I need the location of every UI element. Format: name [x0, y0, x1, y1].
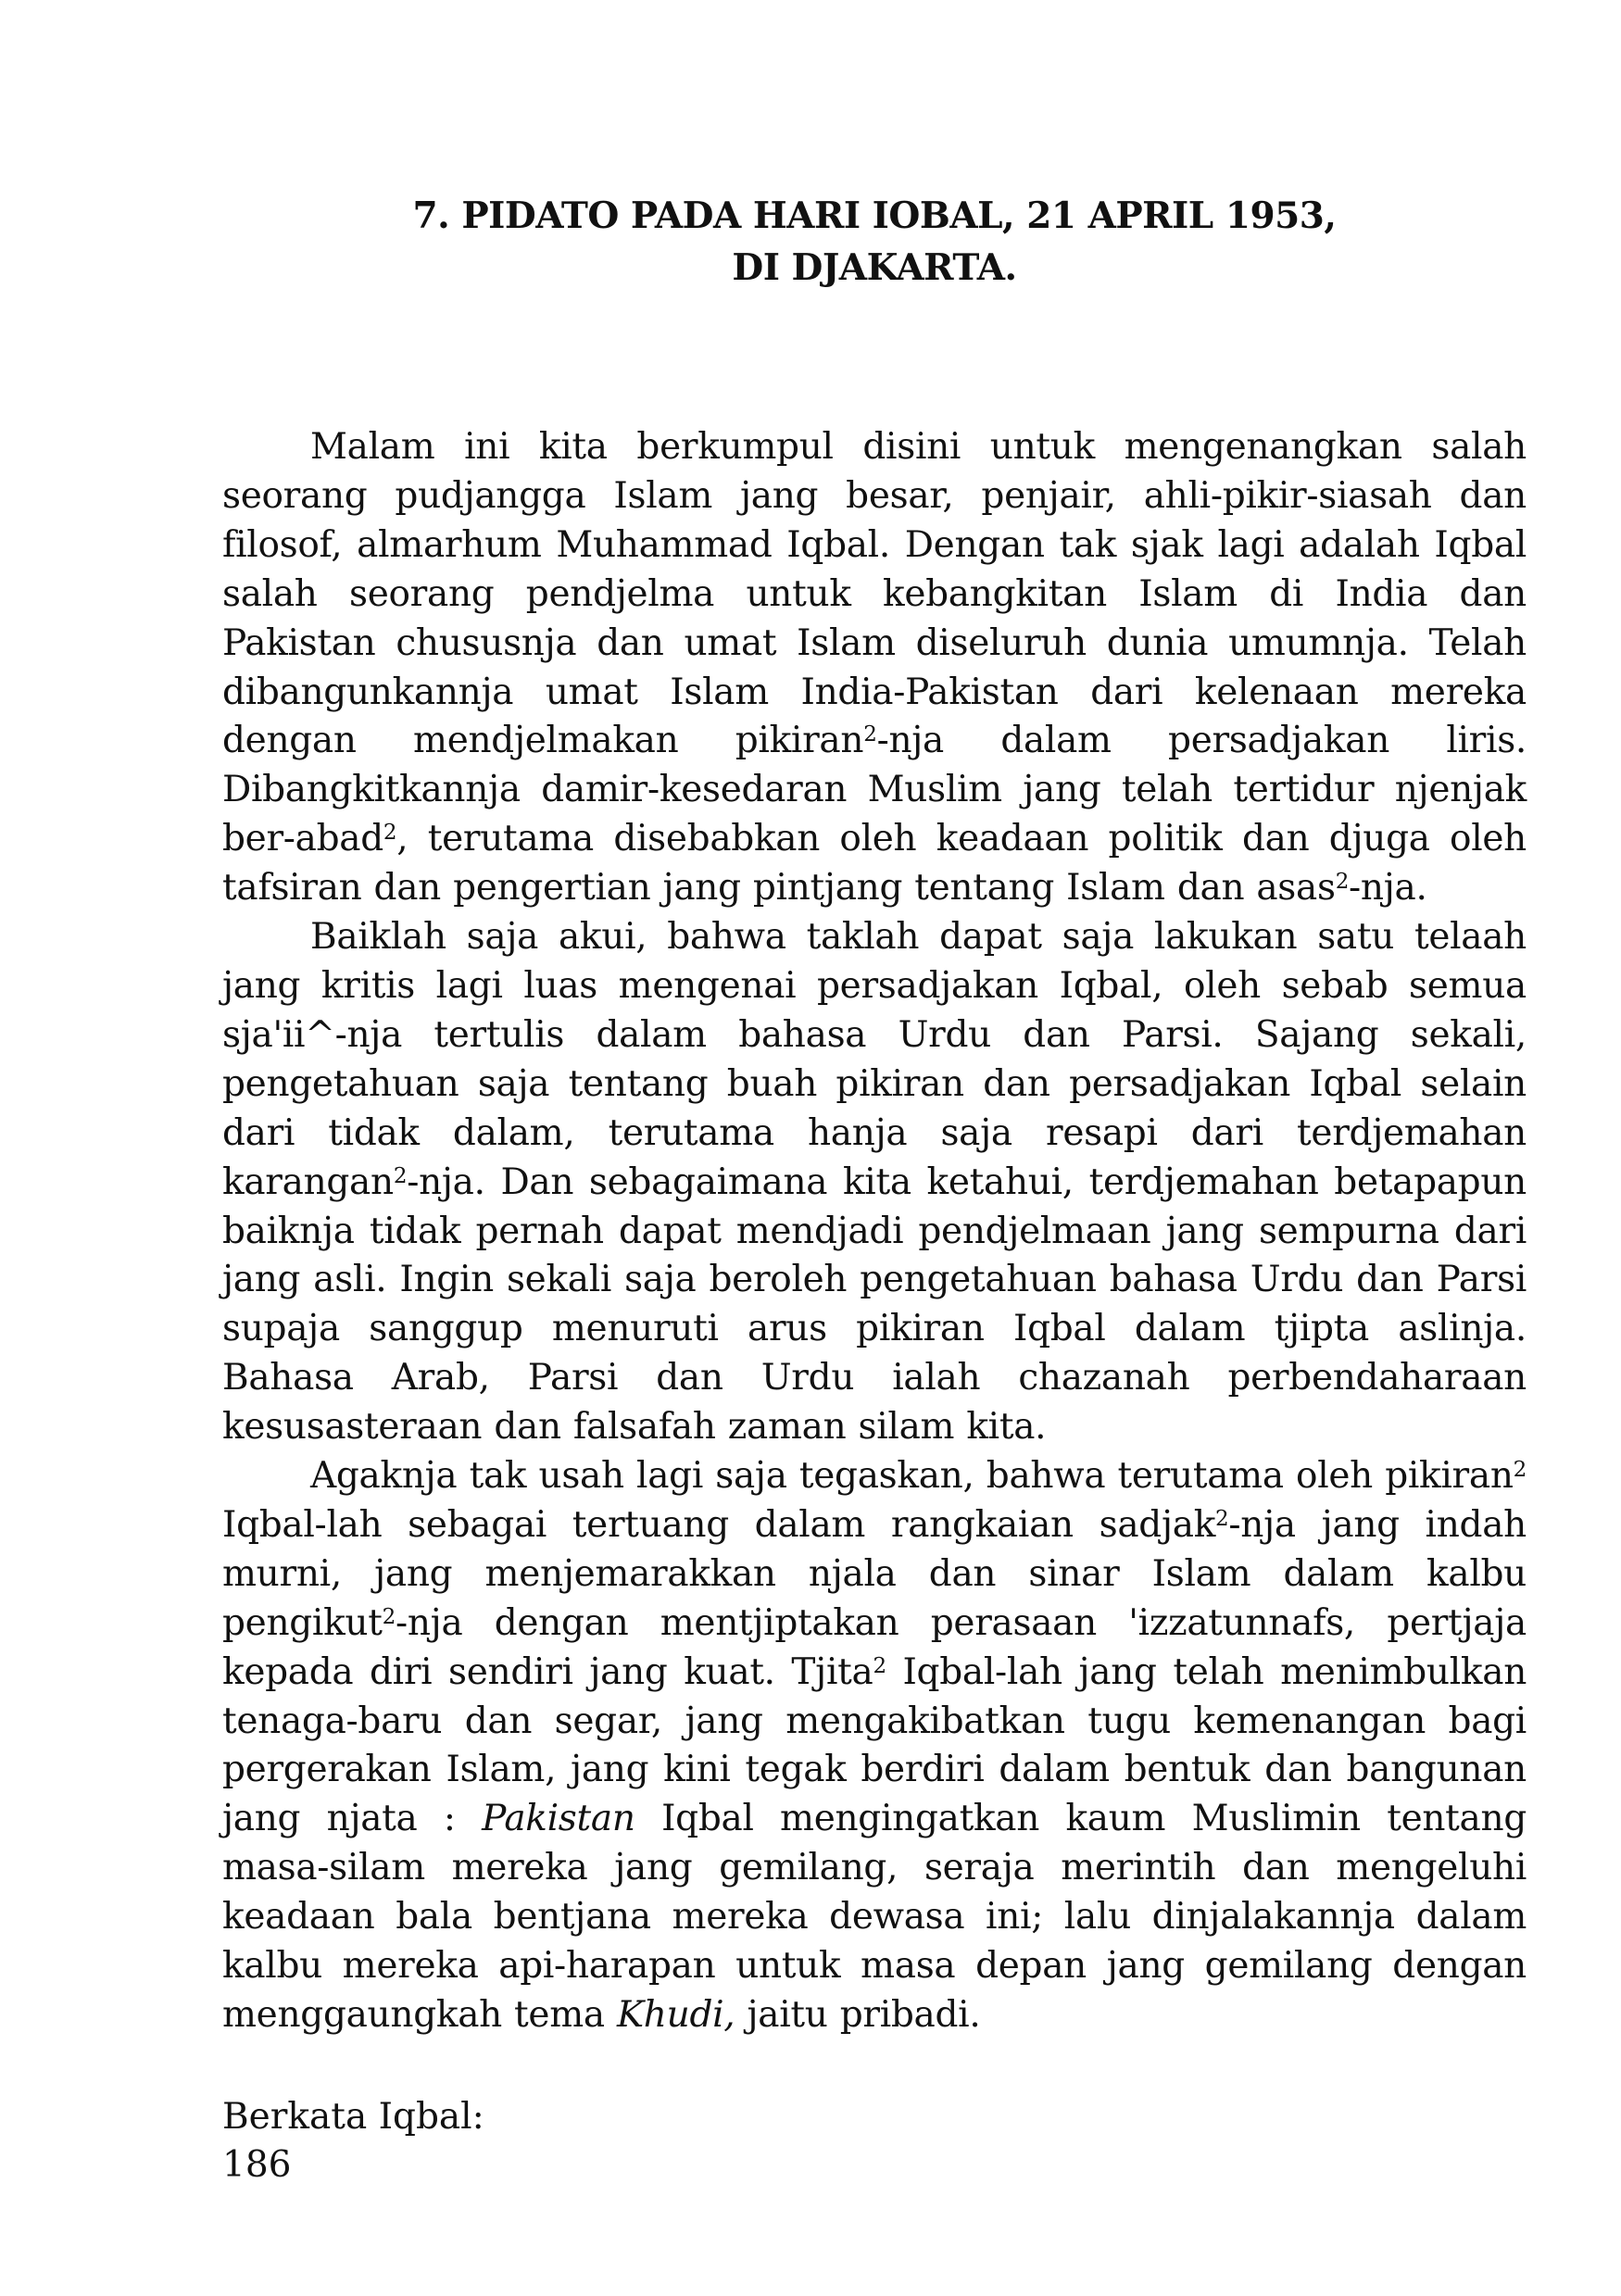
page-number: 186 [222, 2143, 292, 2186]
italic-pakistan: Pakistan [482, 1798, 635, 1840]
paragraph-1 [222, 423, 1527, 913]
p3-text-g: Iqbal mengingatkan kaum Muslimin tentang masa-silam mereka jang gemilang, seraja merintih dan mengeluhi keadaan bala bentjana mereka dewasa ini; lalu dinjalakannja dalam kalbu mereka api-harapan untuk masa depan jang gemilang dengan menggaungkah tema [222, 1798, 1527, 2036]
superscript: 2 [1335, 870, 1350, 895]
p1-text-b: -nja dalam persadjakan liris. Dibangkitkannja damir-kesedaran Muslim jang telah tertidur njenjak ber-abad [222, 720, 1527, 860]
title-line-1 [413, 194, 1337, 237]
superscript: 2 [1513, 1458, 1527, 1483]
superscript: 2 [873, 1653, 886, 1678]
p3-text-e: Iqbal-lah jang telah menimbulkan tenaga-baru dan segar, jang mengakibatkan tugu kemenangan bagi pergerakan Islam, jang kini tegak berdiri dalam bentuk dan bangunan jang njata : [222, 1650, 1527, 1840]
italic-khudi: Khudi, [616, 1994, 735, 2036]
p3-text-b: Iqbal-lah sebagai tertuang dalam rangkaian sadjak [222, 1503, 1216, 1546]
title-day: 21 [1026, 194, 1076, 237]
p1-text-a: Malam ini kita berkumpul disini untuk mengenangkan salah seorang pudjangga Islam jang besar, penjair, ahli-pikir-siasah dan filosof, almarhum Muhammad Iqbal. Dengan tak sjak lagi adalah Iqbal salah seorang pendjelma untuk kebangkitan Islam di India dan Pakistan chususnja dan umat Islam diseluruh dunia umumnja. Telah dibangunkannja umat Islam India-Pakistan dari kelenaan mereka dengan mendjelmakan pikiran [222, 426, 1527, 762]
chapter-title [222, 190, 1527, 294]
p3-text-i: jaitu pribadi. [735, 1994, 981, 2036]
title-bold-part-1: PIDATO PADA HARI IOBAL, [461, 194, 1015, 237]
title-year: 1953, [1225, 194, 1337, 237]
title-line-2: DI DJAKARTA. [732, 246, 1017, 289]
superscript: 2 [863, 722, 877, 747]
p2-text-b: -nja. Dan sebagaimana kita ketahui, terdjemahan betapapun baiknja tidak pernah dapat mendjadi pendjelmaan jang sempurna dari jang asli. Ingin sekali saja beroleh pengetahuan bahasa Urdu dan Parsi supaja sanggup menuruti arus pikiran Iqbal dalam tjipta aslinja. Bahasa Arab, Parsi dan Urdu ialah chazanah perbendaharaan kesusasteraan dan falsafah zaman silam kita. [222, 1161, 1527, 1449]
superscript: 2 [383, 821, 397, 846]
title-month: APRIL [1087, 194, 1213, 237]
superscript: 2 [382, 1604, 396, 1629]
closing-line: Berkata Iqbal: [222, 2095, 484, 2138]
chapter-number: 7. [412, 194, 450, 237]
paragraph-3 [222, 1452, 1527, 2040]
superscript: 2 [393, 1163, 408, 1188]
page-body [222, 190, 1527, 2189]
paragraph-2 [222, 913, 1527, 1452]
p3-text-c: -nja jang indah murni, jang menjemarakkan njala dan sinar Islam dalam kalbu pengikut [222, 1503, 1527, 1644]
p1-text-c: , terutama disebabkan oleh keadaan politik dan djuga oleh tafsiran dan pengertian jang pintjang tentang Islam dan asas [222, 818, 1527, 910]
p2-text-a: Baiklah saja akui, bahwa taklah dapat saja lakukan satu telaah jang kritis lagi luas mengenai persadjakan Iqbal, oleh sebab semua sja'ii^-nja tertulis dalam bahasa Urdu dan Parsi. Sajang sekali, pengetahuan saja tentang buah pikiran dan persadjakan Iqbal selain dari tidak dalam, terutama hanja saja resapi dari terdjemahan karangan [222, 916, 1527, 1203]
p1-text-d: -nja. [1349, 867, 1427, 910]
superscript: 2 [1215, 1506, 1229, 1531]
p3-text-a: Agaknja tak usah lagi saja tegaskan, bahwa terutama oleh pikiran [310, 1455, 1514, 1498]
p3-text-d: -nja dengan mentjiptakan perasaan 'izzatunnafs, pertjaja kepada diri sendiri jang kuat. Tjita [222, 1601, 1527, 1693]
